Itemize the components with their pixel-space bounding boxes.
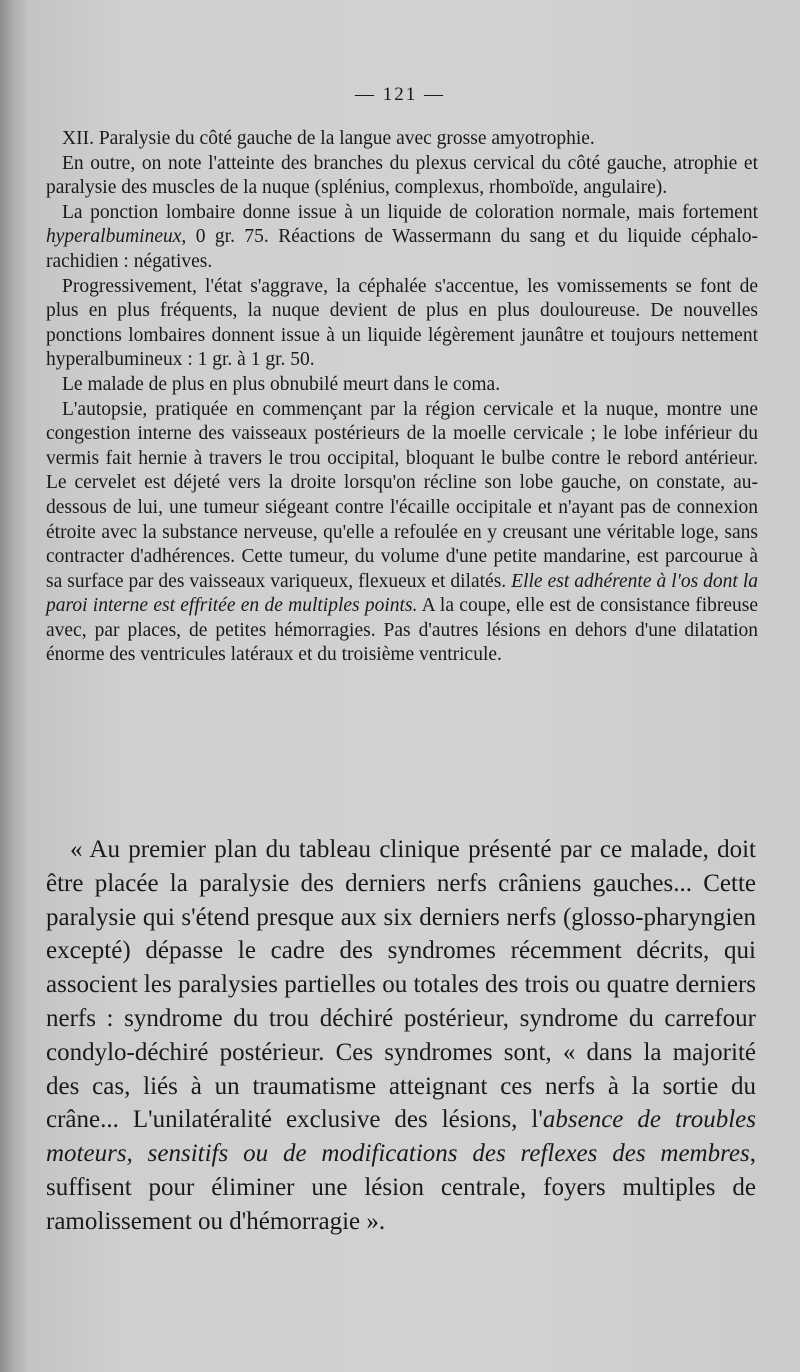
italic-phrase: absence de troubles moteurs, sensitifs ou de modifications des reflexes des membres	[46, 1106, 756, 1168]
text-run: « Au premier plan du tableau clinique présenté par ce malade, doit être placée la paralysie des derniers nerfs crâniens gauches... Cette paralysie qui s'étend presque aux six derniers nerfs (glosso-pharyngien excepté) dépasse le cadre des syndromes récemment décrits, qui associent les paralysies partielles ou totales des trois ou quatre derniers nerfs : syndrome du trou déchiré postérieur, syndrome du carrefour condylo-déchiré postérieur. Ces syndromes sont, « dans la majorité des cas, liés à un traumatisme atteignant ces nerfs à la sortie du crâne... L'unilatéralité exclusive des lésions, l'	[46, 836, 756, 1134]
page-number: — 121 —	[355, 84, 445, 105]
case-report-text	[46, 127, 758, 668]
text-run: A la coupe, elle est de consistance fibreuse avec, par places, de petites hémorragies. Pas d'autres lésions en dehors d'une dilatation énorme des ventricules latéraux et du troisième ventricule.	[46, 595, 758, 666]
text-run: La ponction lombaire donne issue à un liquide de coloration normale, mais fortement	[62, 201, 758, 223]
italic-term: hyperalbumineux	[46, 226, 182, 248]
text-run: , suffisent pour éliminer une lésion centrale, foyers multiples de ramolissement ou d'hémorragie ».	[46, 1140, 756, 1235]
italic-sentence: Elle est adhérente à l'os dont la paroi interne est effritée en de multiples points.	[46, 570, 759, 617]
paragraph	[46, 398, 758, 669]
quotation-paragraph	[46, 833, 756, 1239]
text-run: , 0 gr. 75. Réactions de Wassermann du sang et du liquide céphalo-rachidien : négatives.	[46, 226, 758, 272]
page-spine-shadow	[0, 0, 26, 1372]
paragraph: XII. Paralysie du côté gauche de la langue avec grosse amyotrophie.	[62, 128, 595, 149]
paragraph	[46, 201, 758, 275]
quotation-text	[46, 833, 756, 1239]
paragraph: En outre, on note l'atteinte des branches du plexus cervical du côté gauche, atrophie et paralysie des muscles de la nuque (splénius, complexus, rhomboïde, angulaire).	[46, 152, 758, 199]
paragraph: Le malade de plus en plus obnubilé meurt dans le coma.	[62, 373, 501, 395]
text-run: L'autopsie, pratiquée en commençant par la région cervicale et la nuque, montre une congestion interne des vaisseaux postérieurs de la moelle cervicale ; le lobe inférieur du vermis fait hernie à travers le trou occipital, bloquant le bulbe contre le rebord antérieur. Le cervelet est déjeté vers la droite lorsqu'on récline son lobe gauche, on constate, au-dessous de lui, une tumeur siégeant contre l'écaille occipitale et n'ayant pas de connexion étroite avec la substance nerveuse, qu'elle a refoulée en y creusant une véritable loge, sans contracter d'adhérences. Cette tumeur, du volume d'une petite mandarine, est parcourue à sa surface par des vaisseaux variqueux, flexueux et dilatés.	[46, 398, 758, 592]
paragraph: Progressivement, l'état s'aggrave, la céphalée s'accentue, les vomissements se font de plus en plus fréquents, la nuque devient de plus en plus douloureuse. De nouvelles ponctions lombaires donnent issue à un liquide légèrement jaunâtre et toujours nettement hyperalbumineux : 1 gr. à 1 gr. 50.	[46, 275, 758, 371]
